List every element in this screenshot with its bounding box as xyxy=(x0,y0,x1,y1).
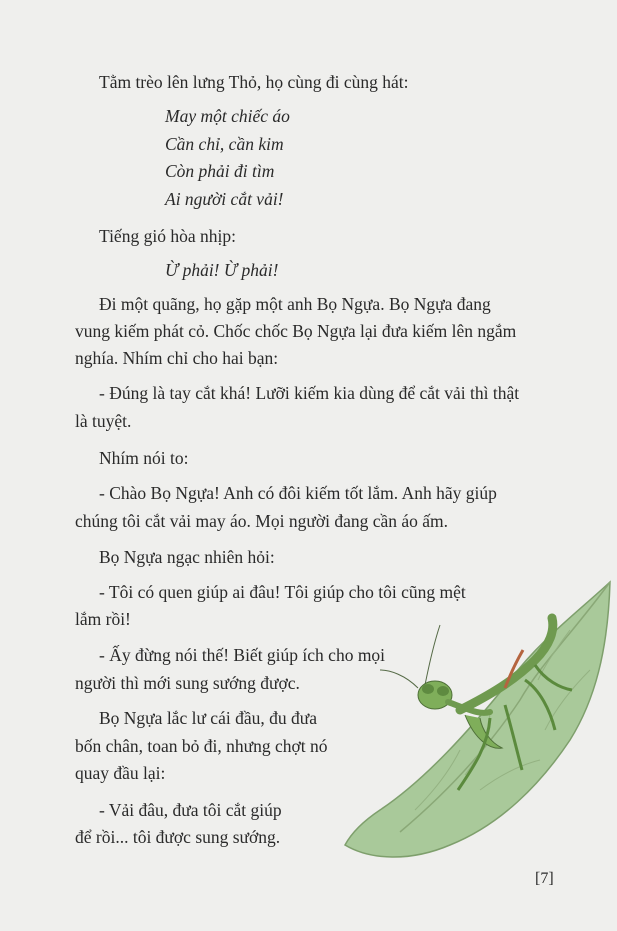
song-line-3: Còn phải đi tìm xyxy=(165,161,275,181)
paragraph-9-line-2: để rồi... tôi được sung sướng. xyxy=(75,827,281,847)
song-line-4: Ai người cắt vải! xyxy=(165,189,284,209)
song-line-1: May một chiếc áo xyxy=(165,106,290,126)
wind-line: Tiếng gió hòa nhịp: xyxy=(99,226,236,246)
paragraph-4-line-2: chúng tôi cắt vải may áo. Mọi người đang cần áo ấm. xyxy=(75,511,449,531)
paragraph-5-line: Bọ Ngựa ngạc nhiên hỏi: xyxy=(99,547,275,567)
wind-song-line: Ừ phải! Ừ phải! xyxy=(165,260,279,280)
paragraph-8-line-2: bốn chân, toan bỏ đi, nhưng chợt nó xyxy=(75,736,328,756)
paragraph-8-line-1: Bọ Ngựa lắc lư cái đầu, đu đưa xyxy=(99,708,317,728)
praying-mantis-on-leaf-illustration xyxy=(340,570,617,890)
paragraph-2-line-2: là tuyệt. xyxy=(75,411,132,431)
paragraph-8-line-3: quay đầu lại: xyxy=(75,763,166,783)
paragraph-4-line-1: - Chào Bọ Ngựa! Anh có đôi kiếm tốt lắm. Anh hãy giúp xyxy=(99,483,497,503)
song-line-2: Cần chỉ, cần kim xyxy=(165,134,284,154)
paragraph-6-line-2: lắm rồi! xyxy=(75,609,131,629)
page-number: [7] xyxy=(535,870,554,887)
paragraph-9-line-1: - Vải đâu, đưa tôi cắt giúp xyxy=(99,800,282,820)
intro-line: Tằm trèo lên lưng Thỏ, họ cùng đi cùng hát: xyxy=(99,72,409,92)
paragraph-7-line-1: - Ấy đừng nói thế! Biết giúp ích cho mọi xyxy=(99,645,386,665)
paragraph-2-line-1: - Đúng là tay cắt khá! Lưỡi kiếm kia dùng để cắt vải thì thật xyxy=(99,383,520,403)
paragraph-7-line-2: người thì mới sung sướng được. xyxy=(75,673,300,693)
paragraph-1-line-3: nghía. Nhím chỉ cho hai bạn: xyxy=(75,348,279,368)
paragraph-6-line-1: - Tôi có quen giúp ai đâu! Tôi giúp cho tôi cũng mệt xyxy=(99,582,466,602)
paragraph-3-line: Nhím nói to: xyxy=(99,448,189,468)
paragraph-1-line-2: vung kiếm phát cỏ. Chốc chốc Bọ Ngựa lại đưa kiếm lên ngắm xyxy=(75,321,517,341)
paragraph-1-line-1: Đi một quãng, họ gặp một anh Bọ Ngựa. Bọ Ngựa đang xyxy=(99,294,491,314)
